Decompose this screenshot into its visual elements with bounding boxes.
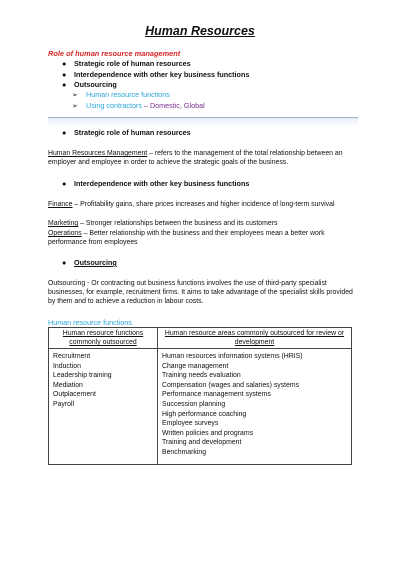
list-item <box>60 179 249 190</box>
table-item: Leadership training <box>53 372 112 380</box>
table-row <box>49 349 352 465</box>
table-header-col2: Human resource areas commonly outsourced for review or development <box>158 328 352 349</box>
table-cell-col2 <box>158 349 352 465</box>
bullet-icon: ● <box>62 128 67 137</box>
section3-heading-list <box>60 258 117 269</box>
bullet-icon: ● <box>62 69 67 79</box>
section1-paragraph: Human Resources Management – refers to the management of the total relationship between an employer and employee in order to achieve the strategic goals of the business. <box>48 150 343 167</box>
section1-heading: Strategic role of human resources <box>74 128 191 137</box>
table-item: Change management <box>162 362 229 370</box>
table-item: Performance management systems <box>162 391 271 399</box>
page-title: Human Resources <box>145 24 255 38</box>
table-item: Human resources information systems (HRIS) <box>162 353 303 360</box>
section-divider <box>48 117 358 126</box>
marketing-paragraph: Marketing – Stronger relationships between the business and its customers <box>48 220 278 227</box>
section2-heading: Interdependence with other key business functions <box>74 179 250 188</box>
list-item: ● Interdependence with other key business functions <box>62 69 250 79</box>
table-item: Benchmarking <box>162 448 207 456</box>
list-item <box>60 128 191 139</box>
table-header-col1: Human resource functions commonly outsourced <box>49 328 158 349</box>
role-heading: Role of human resource management <box>48 49 181 58</box>
table-item: Compensation (wages and salaries) systems <box>162 381 300 389</box>
operations-paragraph: Operations – Better relationship with the business and their employees mean a better work performance from employees <box>48 230 325 247</box>
section2-heading-list <box>60 179 249 190</box>
table-item: Recruitment <box>53 353 91 360</box>
list-item: ➢ Using contractors – Domestic, Global <box>72 100 205 110</box>
list-item <box>60 258 117 269</box>
list-item: ● Outsourcing <box>62 80 117 90</box>
section1-heading-list <box>60 128 191 139</box>
hr-functions-table <box>48 327 352 465</box>
hr-functions-heading: Human resource functions <box>48 318 132 327</box>
table-item: Outplacement <box>53 391 96 399</box>
table-item: Succession planning <box>162 400 226 408</box>
list-item: ➢ Human resource functions <box>72 90 170 99</box>
outsourcing-paragraph: Outsourcing - Or contracting out business functions involves the use of third-party specialist businesses, for example, recruitment firms. It aims to take advantage of the specialist skills provided by them and to achieve a reduction in labour costs. <box>48 280 353 306</box>
table-item: Training and development <box>162 439 242 447</box>
finance-paragraph: Finance – Profitability gains, share prices increases and higher incidence of long-term survival <box>48 201 335 208</box>
table-item: Written policies and programs <box>162 429 254 437</box>
table-item: Payroll <box>53 400 75 408</box>
section3-heading: Outsourcing <box>74 258 117 267</box>
outsourcing-sublist <box>72 90 205 111</box>
list-item: ● Strategic role of human resources <box>62 59 191 68</box>
table-cell-col1 <box>49 349 158 465</box>
bullet-icon: ● <box>62 258 67 267</box>
table-header-row <box>49 328 352 349</box>
role-list <box>60 59 249 91</box>
arrow-icon: ➢ <box>72 90 79 99</box>
table-item: Induction <box>53 362 81 370</box>
bullet-icon: ● <box>62 80 67 90</box>
table-item: Training needs evaluation <box>162 372 241 380</box>
table-item: Employee surveys <box>162 420 219 428</box>
arrow-icon: ➢ <box>72 100 79 110</box>
bullet-icon: ● <box>62 59 67 68</box>
bullet-icon: ● <box>62 179 67 188</box>
table-item: High performance coaching <box>162 410 247 418</box>
table-item: Mediation <box>53 381 83 389</box>
